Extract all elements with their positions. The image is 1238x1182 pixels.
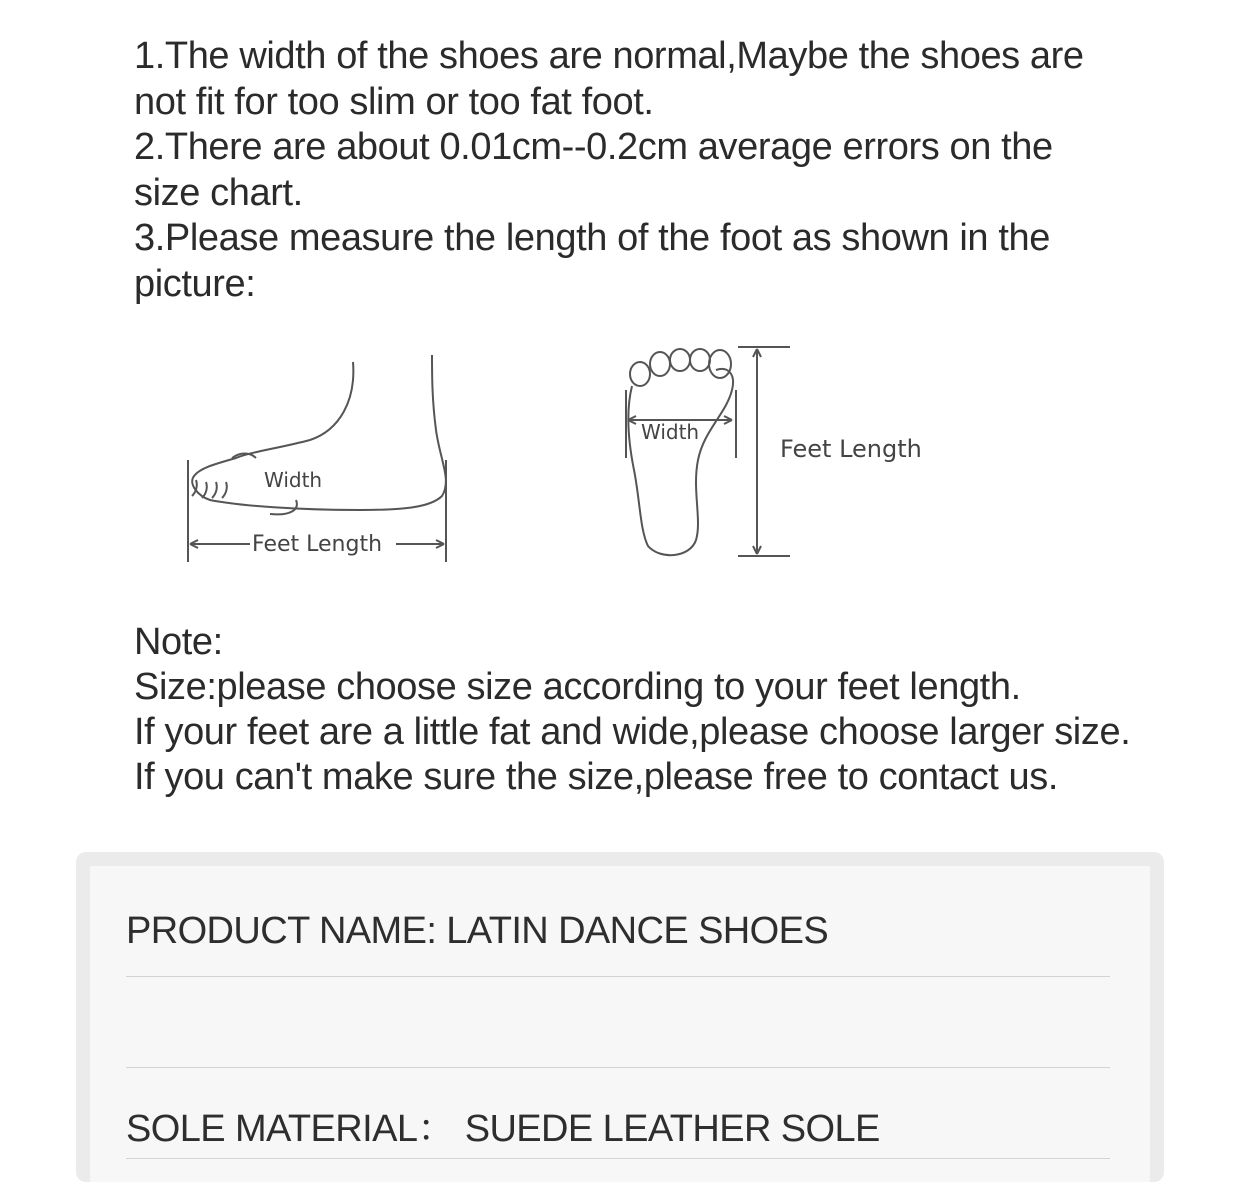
instruction-line: size chart. xyxy=(134,171,303,214)
size-note xyxy=(134,620,1224,800)
measurement-instructions xyxy=(134,34,1214,307)
empty-spec-row xyxy=(126,976,1110,1068)
instruction-line: not fit for too slim or too fat foot. xyxy=(134,80,654,123)
side-length-label: Feet Length xyxy=(252,532,383,557)
top-width-label: Width xyxy=(641,420,700,444)
instruction-line: picture: xyxy=(134,262,256,305)
instruction-line: 3.Please measure the length of the foot as shown in the xyxy=(134,217,1050,259)
note-line: Size:please choose size according to your feet length. xyxy=(134,666,1021,708)
top-length-label: Feet Length xyxy=(780,435,922,463)
sole-material-text: SOLE MATERIAL： SUEDE LEATHER SOLE xyxy=(126,1108,880,1150)
product-name-text: PRODUCT NAME: LATIN DANCE SHOES xyxy=(126,910,829,952)
side-view-foot-illustration xyxy=(188,355,446,562)
foot-measurement-diagram xyxy=(0,330,1238,590)
product-name-row xyxy=(126,910,1110,977)
note-line: If you can't make sure the size,please free to contact us. xyxy=(134,756,1058,798)
note-title: Note: xyxy=(134,621,223,663)
product-info-panel xyxy=(90,866,1150,1182)
sole-material-row xyxy=(126,1097,1110,1159)
instruction-line: 1.The width of the shoes are normal,Maybe the shoes are xyxy=(134,35,1084,77)
top-view-foot-illustration xyxy=(626,347,790,556)
note-line: If your feet are a little fat and wide,please choose larger size. xyxy=(134,711,1131,753)
side-width-label: Width xyxy=(264,468,323,492)
instruction-line: 2.There are about 0.01cm--0.2cm average errors on the xyxy=(134,126,1053,168)
product-info-card xyxy=(76,852,1164,1182)
